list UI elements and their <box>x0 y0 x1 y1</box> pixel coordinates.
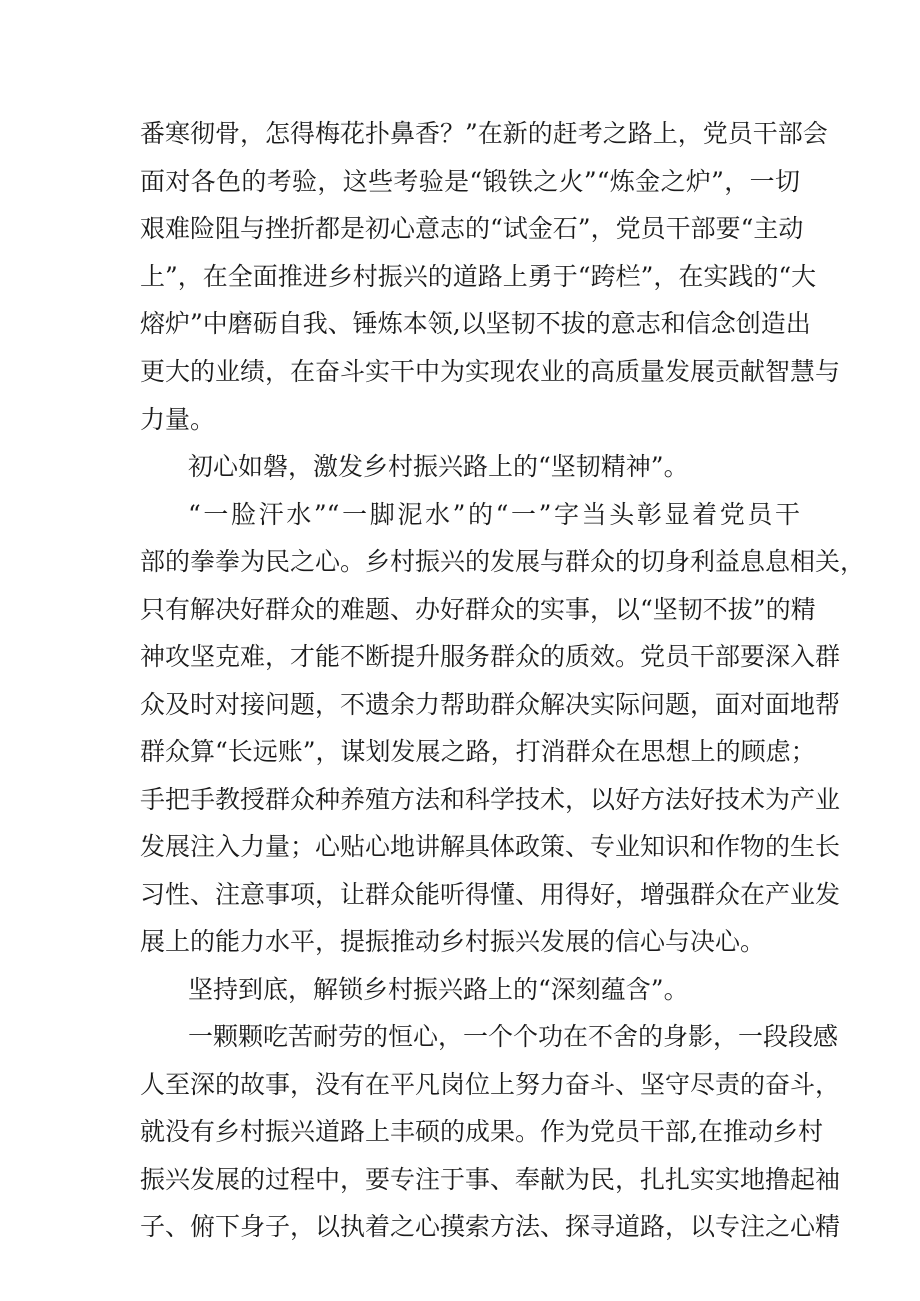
text-line: 神攻坚克难，才能不断提升服务群众的质效。党员干部要深入群 <box>140 642 841 671</box>
text-line: 只有解决好群众的难题、办好群众的实事，以“坚韧不拔”的精 <box>140 595 816 624</box>
text-line: 手把手教授群众种养殖方法和科学技术，以好方法好技术为产业 <box>140 785 841 814</box>
text-line: 众及时对接问题，不遗余力帮助群众解决实际问题，面对面地帮 <box>140 690 841 719</box>
section-heading: 坚持到底，解锁乡村振兴路上的“深刻蕴含”。 <box>188 975 689 1004</box>
text-line: 展上的能力水平，提振推动乡村振兴发展的信心与决心。 <box>140 927 766 956</box>
text-line: 艰难险阻与挫折都是初心意志的“试金石”，党员干部要“主动 <box>140 214 804 243</box>
text-line: 振兴发展的过程中，要专注于事、奉献为民，扎扎实实地撸起袖 <box>140 1165 841 1194</box>
text-line: 就没有乡村振兴道路上丰硕的成果。作为党员干部,在推动乡村 <box>140 1117 823 1146</box>
text-line: 番寒彻骨，怎得梅花扑鼻香？”在新的赶考之路上，党员干部会 <box>140 119 828 148</box>
text-line: 部的拳拳为民之心。乡村振兴的发展与群众的切身利益息息相关， <box>140 547 866 576</box>
text-line: 力量。 <box>140 405 216 434</box>
text-line: 更大的业绩，在奋斗实干中为实现农业的高质量发展贡献智慧与 <box>140 357 841 386</box>
section-heading: 初心如磐，激发乡村振兴路上的“坚韧精神”。 <box>188 452 689 481</box>
text-line: 人至深的故事，没有在平凡岗位上努力奋斗、坚守尽责的奋斗， <box>140 1070 841 1099</box>
text-line: 子、俯下身子，以执着之心摸索方法、探寻道路，以专注之心精 <box>140 1212 841 1241</box>
paragraph-first-line: “一脸汗水”“一脚泥水”的“一”字当头彰显着党员干 <box>188 500 800 529</box>
text-line: 发展注入力量；心贴心地讲解具体政策、专业知识和作物的生长 <box>140 832 841 861</box>
paragraph-first-line: 一颗颗吃苦耐劳的恒心，一个个功在不舍的身影，一段段感 <box>188 1022 839 1051</box>
text-line: 熔炉”中磨砺自我、锤炼本领,以坚韧不拔的意志和信念创造出 <box>140 309 811 338</box>
text-line: 面对各色的考验，这些考验是“锻铁之火”“炼金之炉”，一切 <box>140 167 800 196</box>
text-line: 习性、注意事项，让群众能听得懂、用得好，增强群众在产业发 <box>140 880 841 909</box>
text-line: 群众算“长远账”，谋划发展之路，打消群众在思想上的顾虑； <box>140 737 816 766</box>
text-line: 上”，在全面推进乡村振兴的道路上勇于“跨栏”，在实践的“大 <box>140 262 817 291</box>
